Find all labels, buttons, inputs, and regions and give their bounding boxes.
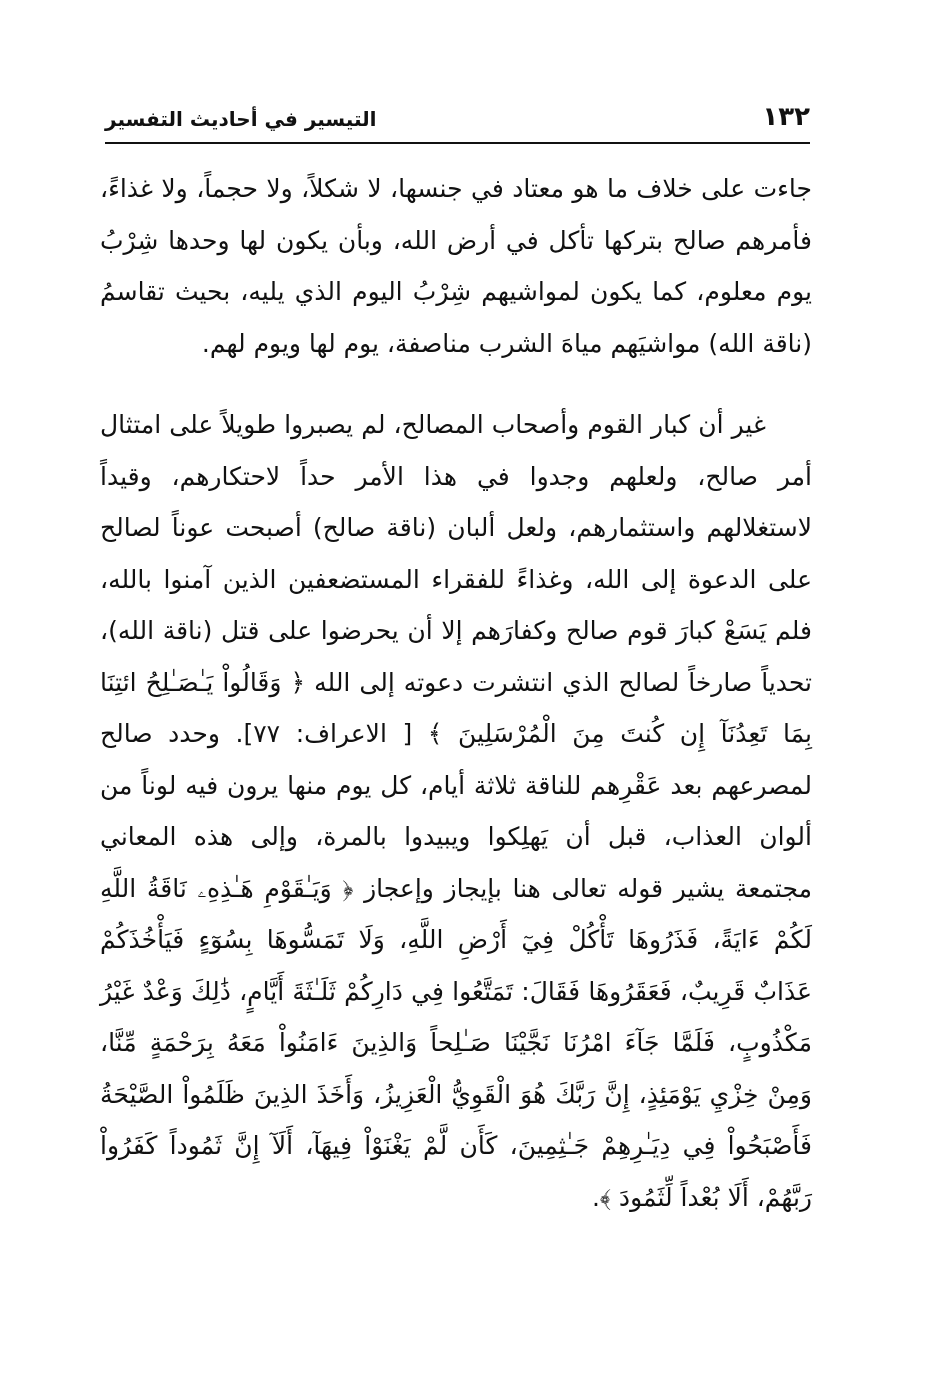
page-number: ١٣٢ [762, 102, 810, 132]
paragraph-1: جاءت على خلاف ما هو معتاد في جنسها، لا شكلاً، ولا حجماً، ولا غذاءً، فأمرهم صالح بتركها تأكل في أرض الله، وبأن يكون لها وحدها شِرْبُ يوم معلوم، كما يكون لمواشيهم شِرْبُ اليوم الذي يليه، بحيث تقاسمُ (ناقة الله) مواشيَهم مياهَ الشرب مناصفة، يوم لها ويوم لهم. [100, 174, 812, 358]
running-title: التيسير في أحاديث التفسير [105, 107, 377, 131]
page-body [100, 163, 812, 1223]
header-rule [105, 142, 810, 144]
paragraph-2: غير أن كبار القوم وأصحاب المصالح، لم يصبروا طويلاً على امتثال أمر صالح، ولعلهم وجدوا في هذا الأمر حداً لاحتكارهم، وقيداً لاستغلالهم واستثمارهم، ولعل ألبان (ناقة صالح) أصبحت عوناً لصالح على الدعوة إلى الله، وغذاءً للفقراء المستضعفين الذين آمنوا بالله، فلم يَسَعْ كبارَ قوم صالح وكفارَهم إلا أن يحرضوا على قتل (ناقة الله)، تحدياً صارخاً لصالح الذي انتشرت دعوته إلى الله ﴿ وَقَالُواْ يَـٰصَـٰلِحُ ائتِنَا بِمَا تَعِدُنَآ إِن كُنتَ مِنَ الْمُرْسَلِينَ ﴾ [ الاعراف: ٧٧]. وحدد صالح لمصرعهم بعد عَقْرِهم للناقة ثلاثة أيام، كل يوم منها يرون فيه لوناً من ألوان العذاب، قبل أن يَهلِكوا ويبيدوا بالمرة، وإلى هذه المعاني مجتمعة يشير قوله تعالى هنا بإيجاز وإعجاز ﴿ وَيَـٰقَوْمِ هَـٰذِهِۦ نَاقَةُ اللَّهِ لَكُمْ ءَايَةً، فَذَرُوهَا تَأْكُلْ فِيٓ أَرْضِ اللَّهِ، وَلَا تَمَسُّوهَا بِسُوٓءٍ فَيَأْخُذَكُمْ عَذَابٌ قَرِيبٌ، فَعَقَرُوهَا فَقَالَ: تَمَتَّعُوا فِي دَارِكُمْ ثَلَـٰثَةَ أَيَّامٍ، ذَٰلِكَ وَعْدٌ غَيْرُ مَكْذُوبٍ، فَلَمَّا جَآءَ امْرُنَا نَجَّيْنَا صَـٰلِحاً وَالذِينَ ءَامَنُواْ مَعَهُ بِرَحْمَةٍ مِّنَّا، وَمِنْ خِزْيِ يَوْمَئِذٍ، إِنَّ رَبَّكَ هُوَ الْقَوِيُّ الْعَزِيزُ، وَأَخَذَ الذِينَ ظَلَمُواْ الصَّيْحَةُ فَأَصْبَحُواْ فِي دِيَـٰرِهِمْ جَـٰثِمِينَ، كَأَن لَّمْ يَغْنَوْاْ فِيهَآ، أَلَآ إِنَّ ثَمُوداً كَفَرُواْ رَبَّهُمْ، أَلَا بُعْداً لِّثَمُودَ ﴾. [100, 410, 812, 1212]
page-header [105, 98, 810, 138]
